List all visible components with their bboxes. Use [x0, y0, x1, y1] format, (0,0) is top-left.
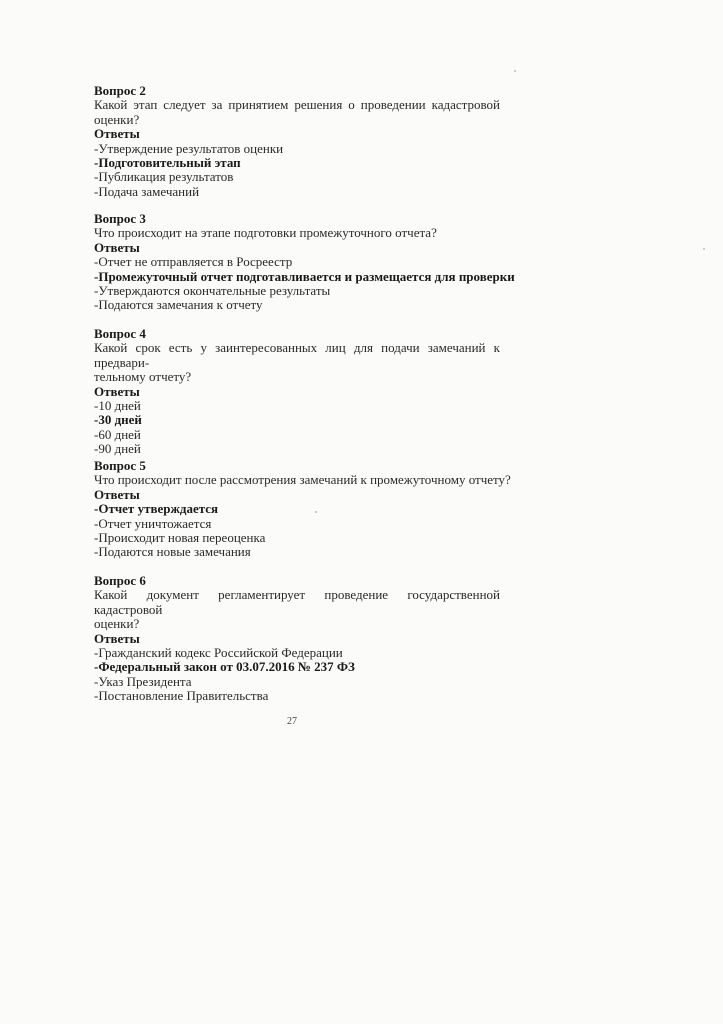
correct-answer: -Отчет утверждается [94, 501, 219, 517]
answer-option: -Происходит новая переоценка [94, 530, 266, 546]
question-block [94, 327, 500, 457]
answer-option: -Подаются новые замечания [94, 544, 251, 560]
answer-option: -Утверждаются окончательные результаты [94, 283, 331, 299]
question-text: Какой срок есть у заинтересованных лиц для подачи замечаний к предвари- [94, 340, 500, 370]
question-title: Вопрос 5 [94, 458, 146, 473]
scan-speck [514, 70, 516, 72]
question-block [94, 574, 500, 704]
answer-option: -Указ Президента [94, 673, 192, 689]
answer-option: -Подаются замечания к отчету [94, 297, 263, 313]
answer-option: -Утверждение результатов оценки [94, 140, 284, 156]
scan-speck [315, 511, 317, 513]
question-block [94, 211, 515, 313]
answers-label: Ответы [94, 126, 140, 142]
answer-option: -90 дней [94, 441, 141, 457]
question-text: тельному отчету? [94, 369, 192, 385]
question-text: Что происходит после рассмотрения замечаний к промежуточному отчету? [94, 472, 511, 488]
correct-answer: -Федеральный закон от 03.07.2016 № 237 ФЗ [94, 659, 355, 675]
question-text: Что происходит на этапе подготовки промежуточного отчета? [94, 225, 437, 241]
correct-answer: -Промежуточный отчет подготавливается и размещается для проверки [94, 268, 515, 284]
answer-option: -Подача замечаний [94, 183, 200, 199]
question-text: Какой этап следует за принятием решения о проведении кадастровой [94, 97, 500, 113]
answer-option: -Отчет уничтожается [94, 515, 212, 531]
question-title: Вопрос 6 [94, 573, 146, 588]
page-number: 27 [287, 716, 297, 727]
question-block [94, 84, 500, 199]
question-title: Вопрос 2 [94, 83, 146, 98]
answer-option: -60 дней [94, 426, 141, 442]
question-text: Какой документ регламентирует проведение государственной кадастровой [94, 587, 500, 617]
correct-answer: -30 дней [94, 412, 142, 428]
answers-label: Ответы [94, 630, 140, 646]
answer-option: -Публикация результатов [94, 169, 234, 185]
answer-option: -Отчет не отправляется в Росреестр [94, 254, 293, 270]
answers-label: Ответы [94, 486, 140, 502]
correct-answer: -Подготовительный этап [94, 155, 241, 171]
answers-label: Ответы [94, 383, 140, 399]
answer-option: -Гражданский кодекс Российской Федерации [94, 645, 343, 661]
question-block [94, 458, 511, 560]
question-text: оценки? [94, 111, 140, 127]
answer-option: -Постановление Правительства [94, 688, 269, 704]
answers-label: Ответы [94, 239, 140, 255]
question-title: Вопрос 4 [94, 326, 146, 341]
question-text: оценки? [94, 616, 140, 632]
answer-option: -10 дней [94, 398, 141, 414]
scan-speck [703, 248, 705, 250]
question-title: Вопрос 3 [94, 211, 146, 226]
